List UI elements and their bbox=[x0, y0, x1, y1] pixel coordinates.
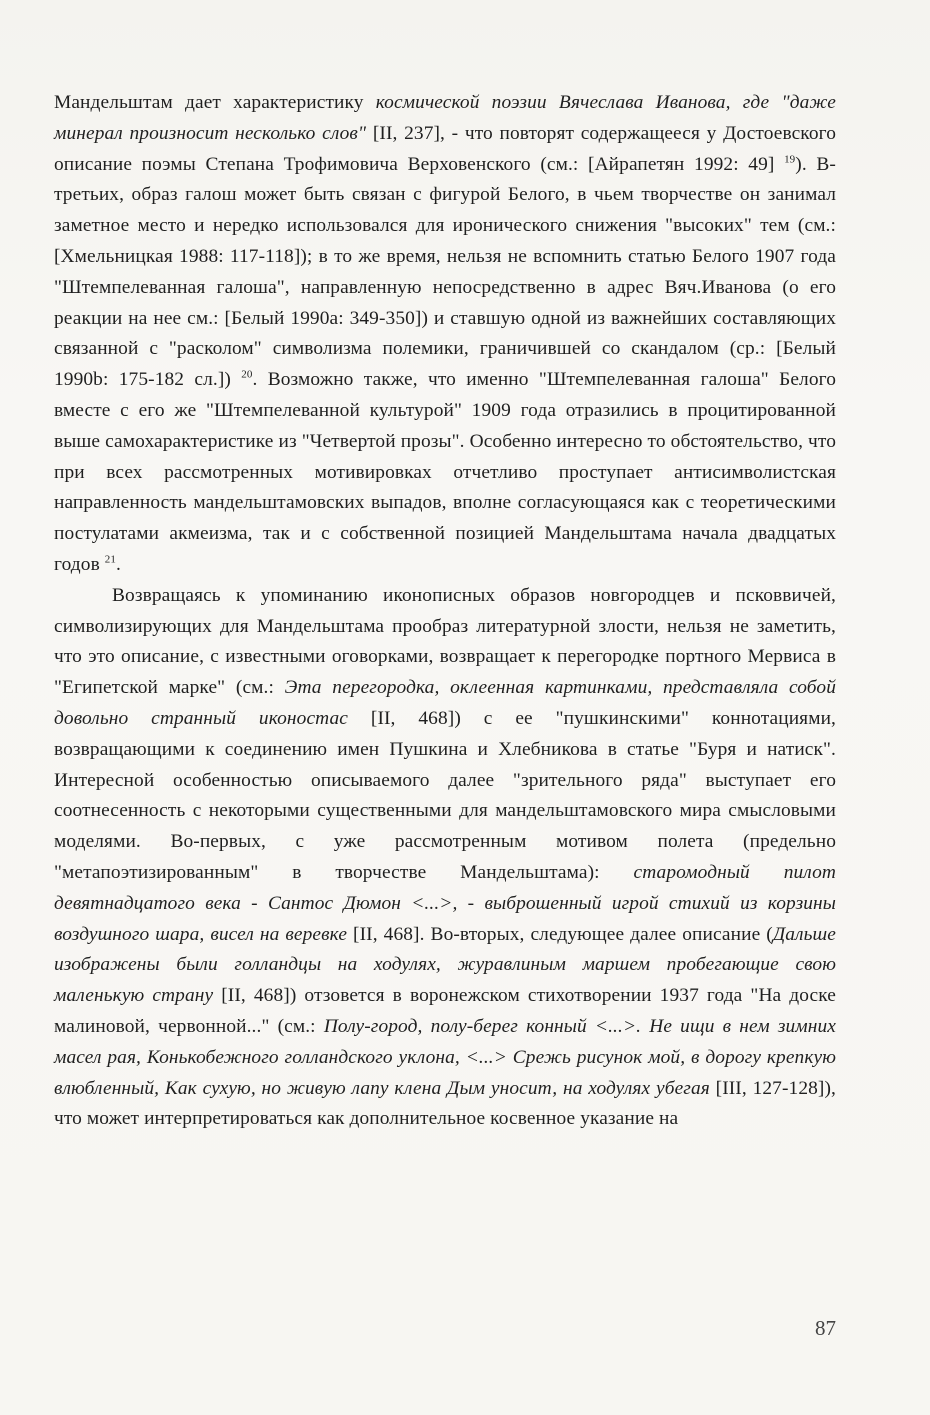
paragraph bbox=[54, 581, 836, 1135]
italic-quote: Полу-город, полу-берег конный <...>. Не ищи в нем зимних масел рая, Конькобежного голландского уклона, <...> Срежь рисунок мой, в дорогу крепкую влюбленный, Как сухую, но живую лапу клена Дым уносит, на ходулях убегая bbox=[54, 1015, 836, 1099]
text-run: [II, 468]. Во-вторых, следующее далее описание ( bbox=[347, 923, 773, 945]
text-run: [II, 237], - что повторят содержащееся у Достоевского описание поэмы Степана Трофимовича Верховенского (см.: [Айрапетян 1992: 49] bbox=[54, 122, 837, 175]
text-run: Мандельштам дает характеристику bbox=[54, 92, 376, 113]
footnote-marker: 21 bbox=[104, 553, 116, 566]
footnote-marker: 20 bbox=[241, 368, 253, 381]
text-run: [II, 468]) отзовется в воронежском стихотворении 1937 года "На доске малиновой, червонной..." (см.: bbox=[54, 985, 836, 1037]
text-run: Возвращаясь к упоминанию иконописных образов новгородцев и псковвичей, символизирующих для Мандельштама прообраз литературной злости, нельзя не заметить, что это описание, с известными оговорками, возвращает к перегородке портного Мервиса в "Египетской марке" (см.: bbox=[54, 584, 836, 699]
page-number: 87 bbox=[815, 1316, 836, 1340]
text-run: . bbox=[115, 553, 121, 575]
paragraph bbox=[54, 88, 836, 581]
italic-quote: Дальше изображены были голландцы на ходулях, журавлиным маршем пробегающие свою маленькую страну bbox=[54, 923, 836, 1007]
italic-quote: Эта перегородка, оклеенная картинками, представляла собой довольно странный иконостас bbox=[54, 677, 836, 729]
italic-quote: космической поэзии Вячеслава Иванова, где "даже минерал произносит несколько слов" bbox=[54, 92, 836, 144]
body-text bbox=[54, 88, 836, 1135]
text-run: . Возможно также, что именно "Штемпелеванная галоша" Белого вместе с его же "Штемпелеванной культурой" 1909 года отразились в процитированной выше самохарактеристике из "Четвертой прозы". Особенно интересно то обстоятельство, что при всех рассмотренных мотивировках отчетливо проступает антисимволистская направленность мандельштамовских выпадов, вполне согласующаяся как с теоретическими постулатами акмеизма, так и с собственной позицией Мандельштама начала двадцатых годов bbox=[54, 369, 836, 575]
text-run: [III, 127-128]), что может интерпретироваться как дополнительное косвенное указание на bbox=[54, 1077, 836, 1130]
footnote-marker: 19 bbox=[784, 153, 796, 166]
text-run: ). В-третьих, образ галош может быть связан с фигурой Белого, в чьем творчестве он занимал заметное место и нередко использовался для иронического снижения "высоких" тем (см.: [Хмельницкая 1988: 117-118]); в то же время, нельзя не вспомнить статью Белого 1907 года "Штемпелеванная галоша", направленную непосредственно в адрес Вяч.Иванова (о его реакции на нее см.: [Белый 1990a: 349-350]) и ставшую одной из важнейших составляющих связанной с "расколом" символизма полемики, граничившей со скандалом (ср.: [Белый 1990b: 175-182 сл.]) bbox=[54, 153, 836, 391]
text-run: [II, 468]) с ее "пушкинскими" коннотациями, возвращающими к соединению имен Пушкина и Хлебникова в статье "Буря и натиск". Интересной особенностью описываемого далее "зрительного ряда" выступает его соотнесенность с некоторыми существенными для мандельштамовского мира смысловыми моделями. Во-первых, с уже рассмотренным мотивом полета (предельно "метапоэтизированным" в творчестве Мандельштама): bbox=[54, 707, 836, 883]
italic-quote: старомодный пилот девятнадцатого века - Сантос Дюмон <...>, - выброшенный игрой стихий из корзины воздушного шара, висел на веревке bbox=[54, 861, 836, 945]
